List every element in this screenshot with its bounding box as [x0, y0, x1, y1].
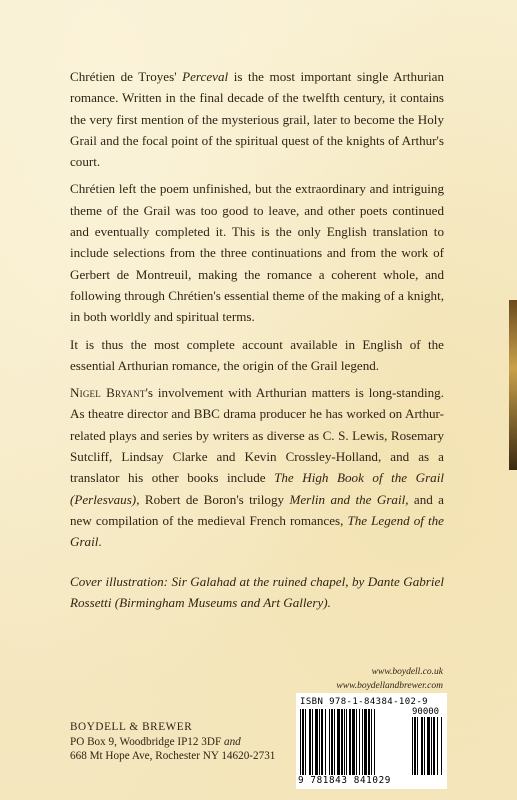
barcode-bar	[309, 709, 311, 775]
barcode-bar	[352, 709, 355, 775]
url-boydellandbrewer: www.boydellandbrewer.com	[336, 681, 443, 691]
barcode-bar	[334, 709, 335, 775]
barcode-bar	[424, 717, 425, 775]
barcode-bar	[331, 709, 333, 775]
barcode-bar	[417, 717, 418, 775]
barcode-bar	[344, 709, 345, 775]
cover-illustration-caption: Cover illustration: Sir Galahad at the ruined chapel, by Dante Gabriel Rossetti (Birmingham Museums and Art Gallery).	[70, 573, 444, 610]
barcode-bar	[302, 709, 304, 775]
barcode-bar	[329, 709, 330, 775]
barcode-bar	[431, 717, 432, 775]
blurb-text	[70, 66, 444, 619]
author-bio: Nigel Bryant's involvement with Arthurian matters is long-standing. As theatre director and BBC drama producer he has worked on Arthur-related plays and series by writers as diverse as C. S. Lewis, Rosemary Sutcliff, Lindsay Clarke and Kevin Crossley-Holland, and as a translator his other books include The High Book of the Grail (Perlesvaus), Robert de Boron's trilogy Merlin and the Grail, and a new compilation of the medieval French romances, The Legend of the Grail.	[70, 385, 445, 550]
author-name: Nigel Bryant	[70, 385, 146, 401]
barcode-bar	[300, 709, 301, 775]
url-boydell: www.boydell.co.uk	[371, 667, 443, 677]
barcode-bar	[337, 709, 340, 775]
barcode-bar	[356, 709, 357, 775]
barcode-bar	[368, 709, 370, 775]
blurb-paragraph-3: It is thus the most complete account available in English of the essential Arthurian romance, the origin of the Grail legend.	[70, 336, 444, 373]
barcode-bar	[374, 709, 375, 775]
title-perceval: Perceval	[182, 69, 229, 84]
barcode-bar	[412, 717, 413, 775]
publisher-address-2: 668 Mt Hope Ave, Rochester NY 14620-2731	[70, 750, 276, 762]
barcode-bar	[315, 709, 318, 775]
publisher-urls	[336, 665, 443, 693]
barcode-bar	[359, 709, 360, 775]
barcode-bar	[346, 709, 347, 775]
barcode-bar	[433, 717, 435, 775]
barcode-bar	[305, 709, 306, 775]
barcode-bar	[349, 709, 351, 775]
blurb-paragraph-2: Chrétien left the poem unfinished, but the extraordinary and intriguing theme of the Grail was too good to leave, and other poets continued and eventually completed it. This is the only English translation to include selections from the three continuations and from the work of Gerbert de Montreuil, making the romance a coherent whole, and following through Chrétien's essential theme of the making of a knight, in both worldly and spiritual terms.	[70, 181, 444, 325]
barcode-bars	[300, 709, 408, 775]
barcode-bar	[441, 717, 442, 775]
book-title-1: The High Book of the Grail (Perlesvaus)	[70, 470, 445, 507]
barcode-bar	[319, 709, 320, 775]
barcode-bar	[341, 709, 343, 775]
barcode-bar	[371, 709, 372, 775]
isbn-label: ISBN 978-1-84384-102-9	[300, 697, 429, 707]
book-title-2: Merlin and the Grail	[289, 491, 406, 507]
barcode-digits: 9 781843 841029	[298, 775, 391, 786]
barcode-bar	[421, 717, 423, 775]
barcode-bar	[325, 709, 326, 775]
publisher-name: BOYDELL & BREWER	[70, 721, 193, 733]
barcode-bar	[362, 709, 363, 775]
cover-edge-strip	[509, 300, 517, 470]
barcode-bar	[437, 717, 438, 775]
book-title-3: The Legend of the Grail	[70, 512, 444, 550]
publisher-block	[70, 720, 275, 764]
barcode-bar	[427, 717, 430, 775]
barcode-bar	[321, 709, 323, 775]
barcode-bar	[312, 709, 313, 775]
isbn-barcode	[296, 693, 447, 789]
barcode-addon-number: 90000	[412, 707, 440, 717]
barcode-bar	[364, 709, 367, 775]
blurb-paragraph-1: Chrétien de Troyes' Perceval is the most important single Arthurian romance. Written in the final decade of the twelfth century, it contains the very first mention of the mysterious grail, later to become the Holy Grail and the focal point of the spiritual quest of the knights of Arthur's court.	[70, 69, 444, 170]
barcode-addon-bars	[412, 717, 444, 775]
barcode-bar	[414, 717, 416, 775]
publisher-address-1: PO Box 9, Woodbridge IP12 3DF and	[70, 735, 241, 748]
